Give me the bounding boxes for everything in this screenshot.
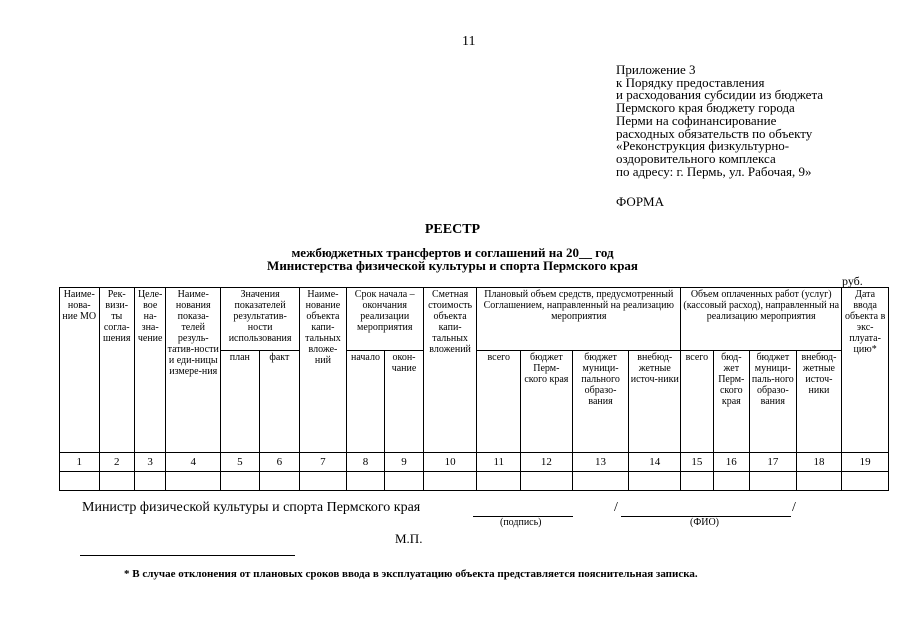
signature-caption: (подпись): [500, 517, 542, 528]
empty-cell: [99, 472, 134, 491]
document-subtitle-line2: Министерства физической культуры и спорта Пермского края: [267, 258, 638, 273]
header-row: [60, 288, 889, 351]
col-header-indicators: Наиме-нования показа-телей резуль-татив-ности и еди-ницы измере-ния: [166, 288, 221, 453]
empty-cell: [629, 472, 681, 491]
empty-cell: [385, 472, 424, 491]
column-number: 9: [385, 453, 424, 472]
column-number: 11: [477, 453, 521, 472]
col-header-planned-municipal: бюджет муници-пального образо-вания: [572, 351, 629, 453]
empty-cell: [572, 472, 629, 491]
col-header-period: Срок начала – окончания реализации мероприятия: [346, 288, 423, 351]
col-header-paid-regional: бюд-жет Перм-ского края: [713, 351, 749, 453]
column-number: 1: [60, 453, 100, 472]
slash-right: /: [792, 500, 796, 515]
col-header-agreement-details: Рек-визи-ты согла-шения: [99, 288, 134, 453]
empty-cell: [346, 472, 385, 491]
appendix-block: [616, 64, 901, 178]
column-number: 10: [423, 453, 477, 472]
appendix-line: «Реконструкция физкультурно-: [616, 138, 790, 154]
column-number: 19: [842, 453, 889, 472]
form-label: ФОРМА: [616, 194, 664, 209]
appendix-line: Пермского края бюджету города: [616, 100, 795, 116]
col-header-object-name: Наиме-нование объекта капи-тальных вложе-ний: [300, 288, 347, 453]
col-header-end: окон-чание: [385, 351, 424, 453]
empty-cell: [681, 472, 713, 491]
slash-left: /: [614, 500, 618, 515]
appendix-line: по адресу: г. Пермь, ул. Рабочая, 9»: [616, 163, 812, 179]
col-header-paid-extrabudget: внебюд-жетные источ-ники: [796, 351, 842, 453]
appendix-line: оздоровительного комплекса: [616, 150, 776, 166]
currency-unit: руб.: [842, 274, 863, 288]
appendix-line: к Порядку предоставления: [616, 74, 765, 90]
col-header-plan: план: [221, 351, 260, 453]
empty-cell: [842, 472, 889, 491]
col-header-purpose: Целе-вое на-зна-чение: [134, 288, 165, 453]
empty-cell: [166, 472, 221, 491]
column-number: 13: [572, 453, 629, 472]
empty-cell: [477, 472, 521, 491]
column-number: 2: [99, 453, 134, 472]
col-header-start: начало: [346, 351, 385, 453]
col-header-planned-total: всего: [477, 351, 521, 453]
col-header-paid-total: всего: [681, 351, 713, 453]
col-header-paid-municipal: бюджет муници-паль-ного образо-вания: [750, 351, 797, 453]
table-row: [60, 472, 889, 491]
appendix-line: расходных обязательств по объекту: [616, 125, 813, 141]
col-header-indicator-values: Значения показателей результатив-ности использования: [221, 288, 300, 351]
col-header-planned-funds: Плановый объем средств, предусмотренный Соглашением, направленный на реализацию мероприятия: [477, 288, 681, 351]
column-number: 3: [134, 453, 165, 472]
empty-cell: [750, 472, 797, 491]
column-number: 4: [166, 453, 221, 472]
footnote: * В случае отклонения от плановых сроков ввода в эксплуатацию объекта представляется пояснительная записка.: [124, 568, 698, 580]
document-title: РЕЕСТР: [424, 222, 481, 237]
column-number: 7: [300, 453, 347, 472]
column-number: 16: [713, 453, 749, 472]
column-number: 14: [629, 453, 681, 472]
column-number: 5: [221, 453, 260, 472]
column-number-row: [60, 453, 889, 472]
page-number: 11: [462, 34, 476, 49]
appendix-line: Приложение 3: [616, 62, 696, 77]
col-header-planned-extrabudget: внебюд-жетные источ-ники: [629, 351, 681, 453]
column-number: 6: [259, 453, 300, 472]
col-header-fact: факт: [259, 351, 300, 453]
document-subtitle-line1: межбюджетных трансфертов и соглашений на 20__ год: [291, 245, 614, 260]
col-header-estimated-cost: Сметная стоимость объекта капи-тальных вложений: [423, 288, 477, 453]
name-caption: (ФИО): [690, 517, 720, 528]
empty-cell: [60, 472, 100, 491]
empty-cell: [221, 472, 260, 491]
empty-cell: [300, 472, 347, 491]
appendix-line: Перми на софинансирование: [616, 112, 777, 128]
col-header-paid-works: Объем оплаченных работ (услуг) (кассовый расход), направленный на реализацию мероприятия: [681, 288, 842, 351]
col-header-planned-regional: бюджет Перм-ского края: [521, 351, 573, 453]
registry-table: [59, 287, 889, 491]
appendix-line: и расходования субсидии из бюджета: [616, 87, 824, 103]
column-number: 18: [796, 453, 842, 472]
empty-cell: [259, 472, 300, 491]
column-number: 17: [750, 453, 797, 472]
column-number: 8: [346, 453, 385, 472]
empty-cell: [423, 472, 477, 491]
stamp-label: М.П.: [395, 531, 423, 546]
empty-cell: [521, 472, 573, 491]
empty-cell: [134, 472, 165, 491]
col-header-commission-date: Дата ввода объекта в экс-плуата-цию*: [842, 288, 889, 453]
empty-cell: [713, 472, 749, 491]
signature-label: Министр физической культуры и спорта Пермского края: [82, 500, 421, 515]
column-number: 15: [681, 453, 713, 472]
column-number: 12: [521, 453, 573, 472]
footnote-separator: [80, 555, 295, 556]
empty-cell: [796, 472, 842, 491]
col-header-mo-name: Наиме-нова-ние МО: [60, 288, 100, 453]
